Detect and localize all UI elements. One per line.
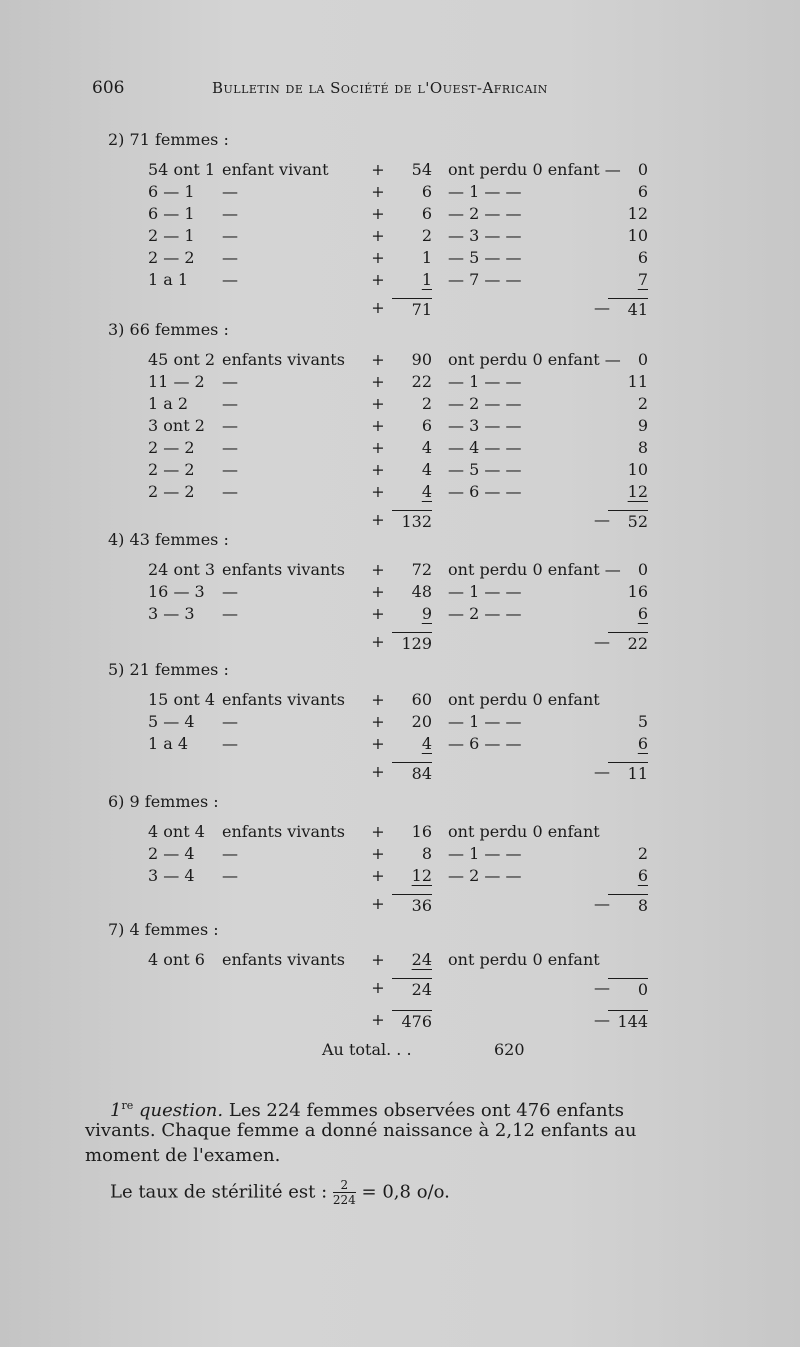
plus-sign: +	[371, 160, 385, 179]
children-total: 2	[421, 226, 432, 245]
fraction-numerator: 2	[333, 1178, 356, 1193]
lost-children: — 5 — —	[448, 248, 522, 267]
children-alive: —	[222, 372, 238, 391]
plus-sign: +	[371, 822, 385, 841]
children-total: 54	[411, 160, 432, 179]
subtotal-plus: +	[371, 894, 385, 913]
table-row	[148, 182, 668, 204]
lost-children: — 1 — —	[448, 712, 522, 731]
lost-children: ont perdu 0 enfant	[448, 950, 600, 969]
lost-total: 5	[637, 712, 648, 731]
women-count: 5 — 4	[148, 712, 195, 731]
table-row	[148, 482, 668, 504]
question-line-4	[110, 1178, 450, 1207]
children-alive: —	[222, 482, 238, 501]
children-alive: enfants vivants	[222, 690, 345, 709]
question-label: question.	[138, 1100, 224, 1121]
subtotal-row	[148, 978, 668, 1000]
lost-children: — 5 — —	[448, 460, 522, 479]
children-total: 6	[421, 182, 432, 201]
subtotal-row	[148, 894, 668, 916]
section-label: 4) 43 femmes :	[108, 530, 229, 549]
lost-children: — 1 — —	[448, 582, 522, 601]
lost-children: — 6 — —	[448, 482, 522, 501]
plus-sign: +	[371, 950, 385, 969]
women-count: 2 — 2	[148, 482, 195, 501]
question-line-3: moment de l'examen.	[85, 1145, 281, 1166]
lost-total: 0	[637, 160, 648, 179]
children-total: 9	[421, 604, 432, 623]
children-alive: —	[222, 416, 238, 435]
women-count: 16 — 3	[148, 582, 205, 601]
lost-total: 8	[637, 438, 648, 457]
lost-total: 12	[627, 482, 648, 501]
question-number: 1	[110, 1100, 122, 1121]
lost-children: — 6 — —	[448, 734, 522, 753]
question-line-2: vivants. Chaque femme a donné naissance à 2,12 enfants au	[85, 1120, 637, 1141]
women-count: 45 ont 2	[148, 350, 216, 369]
plus-sign: +	[371, 350, 385, 369]
children-alive: —	[222, 582, 238, 601]
subtotal-value: 132	[392, 510, 432, 531]
subtotal-minus: —	[594, 894, 610, 913]
lost-children: — 7 — —	[448, 270, 522, 289]
lost-children: — 2 — —	[448, 394, 522, 413]
plus-sign: +	[371, 582, 385, 601]
subtotal-minus: —	[594, 762, 610, 781]
section-label: 3) 66 femmes :	[108, 320, 229, 339]
subtotal-value: 24	[392, 978, 432, 999]
children-alive: —	[222, 204, 238, 223]
table-row	[148, 604, 668, 626]
section-label: 6) 9 femmes :	[108, 792, 219, 811]
subtotal-minus: —	[594, 632, 610, 651]
subtotal-plus: +	[371, 298, 385, 317]
lost-total: 6	[637, 866, 648, 885]
plus-sign: +	[371, 604, 385, 623]
subtotal-row	[148, 632, 668, 654]
table-row	[148, 734, 668, 756]
table-row	[148, 270, 668, 292]
children-total: 6	[421, 416, 432, 435]
children-alive: —	[222, 226, 238, 245]
children-total: 60	[411, 690, 432, 709]
lost-children: — 3 — —	[448, 416, 522, 435]
table-row	[148, 866, 668, 888]
subtotal-value: 129	[392, 632, 432, 653]
children-alive: —	[222, 844, 238, 863]
subtotal-lost: 0	[608, 978, 648, 999]
children-alive: enfant vivant	[222, 160, 329, 179]
lost-children: — 3 — —	[448, 226, 522, 245]
plus-sign: +	[371, 416, 385, 435]
question-sup: re	[121, 1099, 134, 1112]
children-alive: —	[222, 270, 238, 289]
lost-children: — 1 — —	[448, 372, 522, 391]
plus-sign: +	[371, 372, 385, 391]
plus-sign: +	[371, 204, 385, 223]
women-count: 4 ont 6	[148, 950, 205, 969]
subtotal-minus: —	[594, 978, 610, 997]
women-count: 3 ont 2	[148, 416, 205, 435]
table-row	[148, 438, 668, 460]
subtotal-lost: 52	[608, 510, 648, 531]
grand-total-value: 476	[392, 1010, 432, 1031]
children-total: 6	[421, 204, 432, 223]
lost-total: 2	[637, 394, 648, 413]
lost-children: — 2 — —	[448, 604, 522, 623]
section-label: 2) 71 femmes :	[108, 130, 229, 149]
plus-sign: +	[371, 248, 385, 267]
women-count: 4 ont 4	[148, 822, 205, 841]
lost-total: 6	[637, 182, 648, 201]
question-text-1: Les 224 femmes observées ont 476 enfants	[228, 1100, 625, 1121]
plus-sign: +	[371, 394, 385, 413]
section-label: 5) 21 femmes :	[108, 660, 229, 679]
women-count: 2 — 1	[148, 226, 195, 245]
subtotal-row	[148, 298, 668, 320]
subtotal-lost: 22	[608, 632, 648, 653]
grand-total-plus: +	[371, 1010, 385, 1029]
table-row	[148, 460, 668, 482]
lost-total: 2	[637, 844, 648, 863]
children-alive: —	[222, 604, 238, 623]
children-total: 4	[421, 734, 432, 753]
children-alive: —	[222, 712, 238, 731]
table-row	[148, 560, 668, 582]
children-total: 90	[411, 350, 432, 369]
subtotal-lost: 8	[608, 894, 648, 915]
lost-children: ont perdu 0 enfant —	[448, 350, 621, 369]
sterility-fraction	[333, 1178, 356, 1207]
children-alive: —	[222, 866, 238, 885]
table-row	[148, 204, 668, 226]
running-title: Bulletin de la Société de l'Ouest-Africain	[212, 79, 548, 97]
women-count: 11 — 2	[148, 372, 205, 391]
lost-total: 16	[627, 582, 648, 601]
plus-sign: +	[371, 460, 385, 479]
plus-sign: +	[371, 866, 385, 885]
fraction-denominator: 224	[332, 1193, 356, 1207]
children-total: 48	[411, 582, 432, 601]
table-row	[148, 248, 668, 270]
children-total: 2	[421, 394, 432, 413]
subtotal-row	[148, 762, 668, 784]
women-count: 2 — 2	[148, 438, 195, 457]
table-row	[148, 372, 668, 394]
subtotal-value: 84	[392, 762, 432, 783]
subtotal-value: 71	[392, 298, 432, 319]
lost-total: 10	[627, 460, 648, 479]
lost-children: ont perdu 0 enfant —	[448, 160, 621, 179]
grand-total-minus: —	[594, 1010, 610, 1029]
au-total-value: 620	[494, 1040, 525, 1059]
lost-total: 10	[627, 226, 648, 245]
lost-total: 9	[637, 416, 648, 435]
women-count: 1 a 4	[148, 734, 189, 753]
au-total-label: Au total. . .	[322, 1040, 412, 1059]
plus-sign: +	[371, 690, 385, 709]
children-total: 4	[421, 482, 432, 501]
lost-total: 11	[627, 372, 648, 391]
lost-children: ont perdu 0 enfant	[448, 822, 600, 841]
table-row	[148, 950, 668, 972]
lost-children: — 1 — —	[448, 182, 522, 201]
sterility-result: = 0,8 o/o.	[361, 1181, 450, 1203]
plus-sign: +	[371, 182, 385, 201]
subtotal-plus: +	[371, 510, 385, 529]
women-count: 1 a 2	[148, 394, 189, 413]
children-alive: enfants vivants	[222, 350, 345, 369]
children-total: 16	[411, 822, 432, 841]
table-row	[148, 822, 668, 844]
children-total: 4	[421, 460, 432, 479]
table-row	[148, 394, 668, 416]
subtotal-minus: —	[594, 298, 610, 317]
children-total: 72	[411, 560, 432, 579]
women-count: 6 — 1	[148, 204, 195, 223]
children-total: 1	[421, 270, 432, 289]
children-alive: —	[222, 182, 238, 201]
grand-total-row	[148, 1010, 668, 1032]
subtotal-lost: 41	[608, 298, 648, 319]
grand-total-lost: 144	[608, 1010, 648, 1031]
children-alive: —	[222, 248, 238, 267]
children-total: 12	[411, 866, 432, 885]
sterility-label: Le taux de stérilité est :	[110, 1181, 328, 1203]
women-count: 2 — 2	[148, 460, 195, 479]
lost-children: — 1 — —	[448, 844, 522, 863]
lost-total: 0	[637, 350, 648, 369]
subtotal-plus: +	[371, 632, 385, 651]
plus-sign: +	[371, 844, 385, 863]
plus-sign: +	[371, 560, 385, 579]
women-count: 2 — 4	[148, 844, 195, 863]
children-total: 4	[421, 438, 432, 457]
table-row	[148, 350, 668, 372]
plus-sign: +	[371, 712, 385, 731]
lost-children: ont perdu 0 enfant —	[448, 560, 621, 579]
women-count: 1 a 1	[148, 270, 189, 289]
lost-children: — 2 — —	[448, 204, 522, 223]
women-count: 6 — 1	[148, 182, 195, 201]
subtotal-row	[148, 510, 668, 532]
women-count: 24 ont 3	[148, 560, 216, 579]
lost-total: 6	[637, 734, 648, 753]
lost-children: ont perdu 0 enfant	[448, 690, 600, 709]
table-row	[148, 226, 668, 248]
table-row	[148, 690, 668, 712]
table-row	[148, 160, 668, 182]
lost-total: 6	[637, 248, 648, 267]
subtotal-value: 36	[392, 894, 432, 915]
plus-sign: +	[371, 270, 385, 289]
children-total: 24	[411, 950, 432, 969]
table-row	[148, 582, 668, 604]
subtotal-plus: +	[371, 978, 385, 997]
plus-sign: +	[371, 438, 385, 457]
women-count: 54 ont 1	[148, 160, 216, 179]
subtotal-lost: 11	[608, 762, 648, 783]
children-alive: —	[222, 734, 238, 753]
subtotal-minus: —	[594, 510, 610, 529]
table-row	[148, 712, 668, 734]
table-row	[148, 844, 668, 866]
women-count: 3 — 3	[148, 604, 195, 623]
women-count: 2 — 2	[148, 248, 195, 267]
plus-sign: +	[371, 734, 385, 753]
lost-total: 7	[637, 270, 648, 289]
page-number: 606	[92, 78, 125, 98]
children-total: 20	[411, 712, 432, 731]
children-alive: —	[222, 438, 238, 457]
children-alive: enfants vivants	[222, 560, 345, 579]
lost-total: 0	[637, 560, 648, 579]
children-alive: —	[222, 394, 238, 413]
plus-sign: +	[371, 482, 385, 501]
children-total: 1	[421, 248, 432, 267]
women-count: 15 ont 4	[148, 690, 216, 709]
section-label: 7) 4 femmes :	[108, 920, 219, 939]
children-total: 8	[421, 844, 432, 863]
children-total: 22	[411, 372, 432, 391]
subtotal-plus: +	[371, 762, 385, 781]
women-count: 3 — 4	[148, 866, 195, 885]
children-alive: enfants vivants	[222, 950, 345, 969]
lost-children: — 2 — —	[448, 866, 522, 885]
plus-sign: +	[371, 226, 385, 245]
lost-children: — 4 — —	[448, 438, 522, 457]
table-row	[148, 416, 668, 438]
children-alive: —	[222, 460, 238, 479]
lost-total: 12	[627, 204, 648, 223]
children-alive: enfants vivants	[222, 822, 345, 841]
lost-total: 6	[637, 604, 648, 623]
